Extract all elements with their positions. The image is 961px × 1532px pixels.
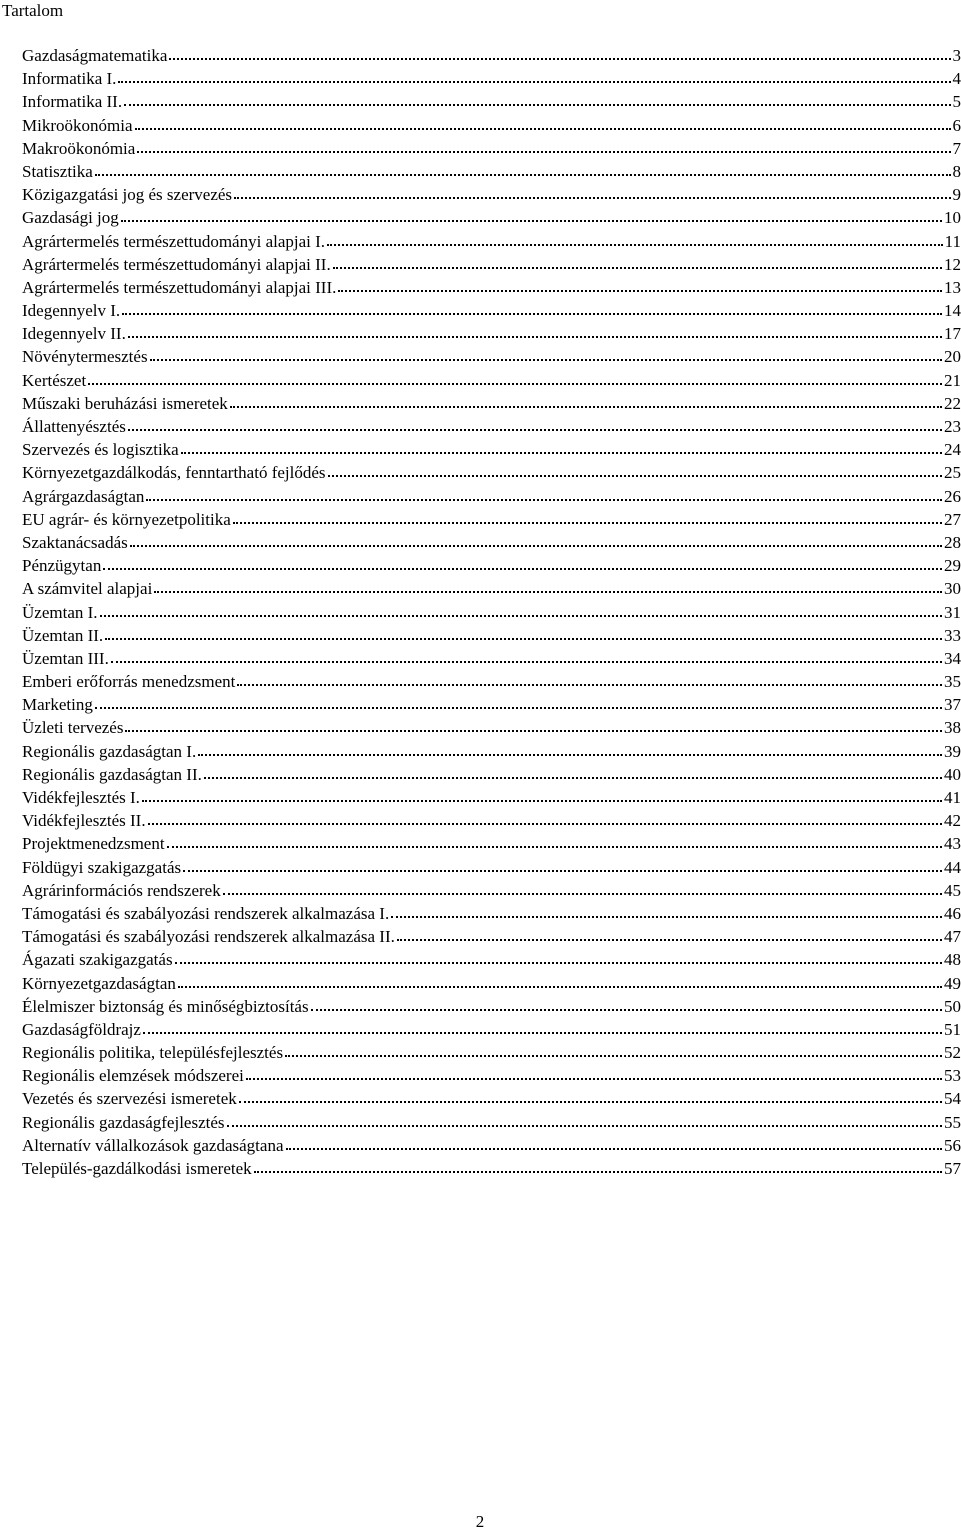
toc-entry-page: 12: [944, 253, 961, 276]
toc-entry[interactable]: [22, 206, 961, 229]
dot-leader: [328, 464, 942, 478]
dot-leader: [143, 1021, 942, 1035]
toc-entry-title: Üzemtan II.: [22, 624, 103, 647]
toc-entry-title: Regionális gazdaságfejlesztés: [22, 1111, 225, 1134]
toc-entry-title: Regionális gazdaságtan I.: [22, 740, 196, 763]
toc-entry-title: Vezetés és szervezési ismeretek: [22, 1087, 237, 1110]
toc-entry-page: 50: [944, 995, 961, 1018]
toc-entry[interactable]: [22, 299, 961, 322]
toc-entry-title: Agrárinformációs rendszerek: [22, 879, 221, 902]
toc-entry-page: 43: [944, 832, 961, 855]
toc-entry[interactable]: [22, 369, 961, 392]
toc-entry-page: 56: [944, 1134, 961, 1157]
dot-leader: [237, 673, 942, 687]
toc-entry-title: Állattenyésztés: [22, 415, 126, 438]
toc-entry-page: 4: [953, 67, 961, 90]
toc-entry-page: 5: [953, 90, 961, 113]
toc-entry[interactable]: [22, 415, 961, 438]
toc-entry[interactable]: [22, 230, 961, 253]
toc-entry[interactable]: [22, 160, 961, 183]
toc-entry-title: Marketing: [22, 693, 93, 716]
dot-leader: [167, 835, 942, 849]
toc-entry-title: Statisztika: [22, 160, 93, 183]
toc-entry-page: 17: [944, 322, 961, 345]
page-title: Tartalom: [2, 0, 63, 22]
toc-entry[interactable]: [22, 1018, 961, 1041]
toc-entry-page: 51: [944, 1018, 961, 1041]
dot-leader: [234, 186, 950, 200]
toc-entry-page: 13: [944, 276, 961, 299]
toc-entry[interactable]: [22, 438, 961, 461]
toc-entry-page: 45: [944, 879, 961, 902]
toc-entry[interactable]: [22, 716, 961, 739]
toc-entry[interactable]: [22, 879, 961, 902]
toc-entry-page: 54: [944, 1087, 961, 1110]
dot-leader: [204, 766, 942, 780]
toc-entry-title: Ágazati szakigazgatás: [22, 948, 173, 971]
toc-entry[interactable]: [22, 253, 961, 276]
toc-entry-title: Üzleti tervezés: [22, 716, 123, 739]
dot-leader: [178, 975, 942, 989]
dot-leader: [230, 395, 942, 409]
toc-entry[interactable]: [22, 90, 961, 113]
dot-leader: [183, 859, 942, 873]
toc-entry-page: 55: [944, 1111, 961, 1134]
toc-entry[interactable]: [22, 554, 961, 577]
toc-entry-title: Regionális politika, településfejlesztés: [22, 1041, 283, 1064]
toc-entry[interactable]: [22, 601, 961, 624]
dot-leader: [124, 93, 950, 107]
toc-entry-page: 37: [944, 693, 961, 716]
dot-leader: [286, 1137, 943, 1151]
toc-entry-title: Élelmiszer biztonság és minőségbiztosítás: [22, 995, 309, 1018]
dot-leader: [88, 372, 942, 386]
toc-entry-page: 34: [944, 647, 961, 670]
toc-entry-title: Agrártermelés természettudományi alapjai I.: [22, 230, 325, 253]
dot-leader: [198, 743, 942, 757]
toc-entry-page: 21: [944, 369, 961, 392]
dot-leader: [121, 209, 942, 223]
toc-entry-page: 35: [944, 670, 961, 693]
toc-entry-page: 40: [944, 763, 961, 786]
toc-entry-page: 46: [944, 902, 961, 925]
toc-entry-page: 20: [944, 345, 961, 368]
dot-leader: [135, 117, 951, 131]
toc-entry-page: 28: [944, 531, 961, 554]
toc-entry[interactable]: [22, 1087, 961, 1110]
toc-entry-title: Kertészet: [22, 369, 86, 392]
toc-entry-page: 48: [944, 948, 961, 971]
toc-entry-page: 14: [944, 299, 961, 322]
toc-entry[interactable]: [22, 740, 961, 763]
toc-entry-page: 38: [944, 716, 961, 739]
toc-entry-page: 44: [944, 856, 961, 879]
dot-leader: [338, 279, 942, 293]
toc-entry-page: 11: [945, 230, 961, 253]
dot-leader: [128, 418, 942, 432]
dot-leader: [169, 47, 950, 61]
dot-leader: [227, 1114, 942, 1128]
toc-entry[interactable]: [22, 925, 961, 948]
dot-leader: [154, 580, 942, 594]
toc-entry-title: Földügyi szakigazgatás: [22, 856, 181, 879]
dot-leader: [391, 905, 942, 919]
toc-entry[interactable]: [22, 1064, 961, 1087]
toc-entry-page: 39: [944, 740, 961, 763]
dot-leader: [233, 511, 942, 525]
dot-leader: [148, 812, 942, 826]
toc-entry-page: 8: [953, 160, 961, 183]
toc-entry-title: Informatika II.: [22, 90, 122, 113]
toc-entry-title: Gazdaságmatematika: [22, 44, 167, 67]
toc-entry-title: Település-gazdálkodási ismeretek: [22, 1157, 252, 1180]
toc-entry-title: Környezetgazdálkodás, fenntartható fejlődés: [22, 461, 326, 484]
toc-entry[interactable]: [22, 1134, 961, 1157]
dot-leader: [397, 928, 942, 942]
toc-entry[interactable]: [22, 276, 961, 299]
toc-entry-title: Projektmenedzsment: [22, 832, 165, 855]
toc-entry-title: Gazdasági jog: [22, 206, 119, 229]
toc-entry-page: 24: [944, 438, 961, 461]
toc-entry-title: EU agrár- és környezetpolitika: [22, 508, 231, 531]
toc-entry[interactable]: [22, 786, 961, 809]
toc-entry[interactable]: [22, 948, 961, 971]
toc-entry[interactable]: [22, 1111, 961, 1134]
dot-leader: [246, 1067, 942, 1081]
toc-entry[interactable]: [22, 856, 961, 879]
toc-entry-page: 7: [953, 137, 961, 160]
toc-entry-title: Környezetgazdaságtan: [22, 972, 176, 995]
dot-leader: [100, 604, 942, 618]
toc-entry[interactable]: [22, 1041, 961, 1064]
toc-entry-title: Növénytermesztés: [22, 345, 148, 368]
toc-entry[interactable]: [22, 1157, 961, 1180]
toc-entry[interactable]: [22, 832, 961, 855]
toc-entry-title: Idegennyelv II.: [22, 322, 126, 345]
dot-leader: [285, 1044, 942, 1058]
dot-leader: [223, 882, 942, 896]
toc-entry-page: 6: [953, 114, 961, 137]
dot-leader: [95, 696, 942, 710]
toc-entry-page: 25: [944, 461, 961, 484]
toc-entry-page: 26: [944, 485, 961, 508]
dot-leader: [95, 163, 951, 177]
dot-leader: [175, 951, 942, 965]
toc-entry[interactable]: [22, 624, 961, 647]
toc-entry-title: Támogatási és szabályozási rendszerek alkalmazása I.: [22, 902, 389, 925]
dot-leader: [181, 441, 942, 455]
toc-entry[interactable]: [22, 809, 961, 832]
toc-entry-page: 57: [944, 1157, 961, 1180]
toc-entry-title: Agrárgazdaságtan: [22, 485, 144, 508]
toc-entry-page: 31: [944, 601, 961, 624]
toc-entry-title: Vidékfejlesztés I.: [22, 786, 140, 809]
toc-entry[interactable]: [22, 485, 961, 508]
dot-leader: [111, 650, 942, 664]
dot-leader: [118, 70, 950, 84]
dot-leader: [239, 1090, 942, 1104]
dot-leader: [150, 348, 942, 362]
dot-leader: [137, 140, 950, 154]
toc-entry-page: 29: [944, 554, 961, 577]
toc-entry[interactable]: [22, 114, 961, 137]
dot-leader: [327, 233, 943, 247]
toc-entry-title: Pénzügytan: [22, 554, 101, 577]
toc-entry-title: Emberi erőforrás menedzsment: [22, 670, 235, 693]
toc-entry-title: Támogatási és szabályozási rendszerek alkalmazása II.: [22, 925, 395, 948]
toc-entry[interactable]: [22, 508, 961, 531]
dot-leader: [105, 627, 942, 641]
toc-entry[interactable]: [22, 392, 961, 415]
dot-leader: [333, 256, 942, 270]
toc-entry-title: Üzemtan I.: [22, 601, 98, 624]
toc-entry[interactable]: [22, 461, 961, 484]
toc-entry-title: Regionális gazdaságtan II.: [22, 763, 202, 786]
toc-entry-page: 10: [944, 206, 961, 229]
toc-entry-page: 23: [944, 415, 961, 438]
toc-entry-page: 53: [944, 1064, 961, 1087]
toc-entry-title: Mikroökonómia: [22, 114, 133, 137]
toc-entry-title: Műszaki beruházási ismeretek: [22, 392, 228, 415]
toc-entry[interactable]: [22, 345, 961, 368]
toc-entry[interactable]: [22, 647, 961, 670]
dot-leader: [103, 557, 942, 571]
toc-entry[interactable]: [22, 763, 961, 786]
toc-entry[interactable]: [22, 322, 961, 345]
toc-entry-page: 3: [953, 44, 961, 67]
toc-entry-page: 52: [944, 1041, 961, 1064]
toc-entry-page: 49: [944, 972, 961, 995]
table-of-contents: [22, 44, 961, 1180]
toc-entry-page: 42: [944, 809, 961, 832]
dot-leader: [122, 302, 942, 316]
toc-entry[interactable]: [22, 577, 961, 600]
toc-entry[interactable]: [22, 531, 961, 554]
toc-entry-page: 41: [944, 786, 961, 809]
toc-entry-title: Szaktanácsadás: [22, 531, 128, 554]
toc-entry[interactable]: [22, 693, 961, 716]
dot-leader: [142, 789, 942, 803]
dot-leader: [130, 534, 942, 548]
page-number: 2: [0, 1512, 960, 1532]
toc-entry-page: 33: [944, 624, 961, 647]
dot-leader: [146, 488, 942, 502]
toc-entry-title: Makroökonómia: [22, 137, 135, 160]
toc-entry-page: 30: [944, 577, 961, 600]
toc-entry-title: Agrártermelés természettudományi alapjai II.: [22, 253, 331, 276]
toc-entry[interactable]: [22, 67, 961, 90]
toc-entry-page: 47: [944, 925, 961, 948]
toc-entry[interactable]: [22, 902, 961, 925]
toc-entry-title: Idegennyelv I.: [22, 299, 120, 322]
toc-entry[interactable]: [22, 183, 961, 206]
toc-entry-title: Üzemtan III.: [22, 647, 109, 670]
toc-entry-title: Agrártermelés természettudományi alapjai III.: [22, 276, 336, 299]
dot-leader: [254, 1160, 942, 1174]
toc-entry-title: Informatika I.: [22, 67, 116, 90]
toc-entry[interactable]: [22, 995, 961, 1018]
toc-entry-title: Közigazgatási jog és szervezés: [22, 183, 232, 206]
dot-leader: [125, 719, 942, 733]
dot-leader: [128, 325, 942, 339]
toc-entry-title: Szervezés és logisztika: [22, 438, 179, 461]
toc-entry[interactable]: [22, 670, 961, 693]
toc-entry-page: 22: [944, 392, 961, 415]
toc-entry[interactable]: [22, 137, 961, 160]
toc-entry-title: Gazdaságföldrajz: [22, 1018, 141, 1041]
toc-entry-title: Vidékfejlesztés II.: [22, 809, 146, 832]
toc-entry-page: 9: [953, 183, 961, 206]
toc-entry-page: 27: [944, 508, 961, 531]
toc-entry-title: Regionális elemzések módszerei: [22, 1064, 244, 1087]
dot-leader: [311, 998, 942, 1012]
toc-entry-title: A számvitel alapjai: [22, 577, 152, 600]
toc-entry[interactable]: [22, 44, 961, 67]
toc-entry-title: Alternatív vállalkozások gazdaságtana: [22, 1134, 284, 1157]
toc-entry[interactable]: [22, 972, 961, 995]
